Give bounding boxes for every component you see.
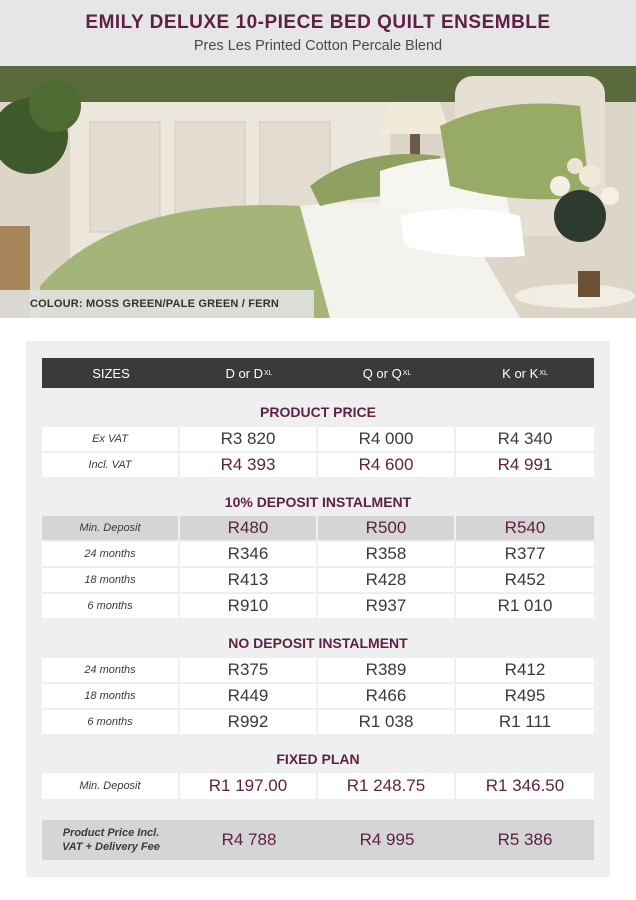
total-price-label	[42, 820, 180, 860]
price-cell: R500	[318, 516, 456, 542]
deposit-instalment-title: 10% DEPOSIT INSTALMENT	[224, 494, 412, 510]
price-cell: R1 346.50	[456, 773, 594, 801]
price-cell: R1 248.75	[318, 773, 456, 801]
table-row	[42, 658, 594, 684]
row-label: Ex VAT	[42, 427, 180, 453]
total-price-cell: R4 788	[221, 830, 277, 849]
price-cell: R1 038	[318, 710, 456, 736]
bedroom-illustration	[0, 66, 636, 318]
row-label: 24 months	[42, 542, 180, 568]
table-row	[42, 453, 594, 479]
product-price-title: PRODUCT PRICE	[260, 404, 376, 420]
price-cell: R4 000	[318, 427, 456, 453]
row-label: 6 months	[42, 710, 180, 736]
price-cell: R449	[180, 684, 318, 710]
row-label: 24 months	[42, 658, 180, 684]
price-cell: R480	[180, 516, 318, 542]
price-cell: R1 197.00	[180, 773, 318, 801]
product-title: EMILY DELUXE 10-PIECE BED QUILT ENSEMBLE	[85, 12, 551, 33]
price-cell: R346	[180, 542, 318, 568]
row-label: Min. Deposit	[42, 516, 180, 542]
fixed-plan-title: FIXED PLAN	[276, 751, 360, 767]
price-cell: R1 111	[456, 710, 594, 736]
deposit-instalment-table	[42, 516, 594, 620]
colour-label: COLOUR: MOSS GREEN/PALE GREEN / FERN	[0, 290, 314, 318]
table-row	[42, 568, 594, 594]
total-label-line1: Product Price Incl.	[62, 827, 160, 839]
fixed-plan-table	[42, 773, 594, 801]
price-cell: R910	[180, 594, 318, 620]
price-cell: R452	[456, 568, 594, 594]
total-label-line2: VAT + Delivery Fee	[62, 841, 160, 853]
total-price-cell: R4 995	[359, 830, 415, 849]
size-column-queen: Q or Q XL	[362, 365, 412, 381]
price-cell: R4 340	[456, 427, 594, 453]
table-row	[42, 710, 594, 736]
sizes-header-bar	[42, 358, 594, 388]
sizes-header-label: SIZES	[92, 365, 130, 381]
no-deposit-instalment-table	[42, 658, 594, 736]
table-row	[42, 516, 594, 542]
table-row	[42, 427, 594, 453]
price-cell: R4 600	[318, 453, 456, 479]
size-column-king: K or K XL	[502, 365, 548, 381]
table-row	[42, 594, 594, 620]
row-label: Incl. VAT	[42, 453, 180, 479]
size-column-double: D or D XL	[225, 365, 273, 381]
total-price-cell: R5 386	[497, 830, 553, 849]
price-cell: R413	[180, 568, 318, 594]
price-cell: R358	[318, 542, 456, 568]
price-cell: R412	[456, 658, 594, 684]
total-price-row	[42, 820, 594, 860]
price-cell: R389	[318, 658, 456, 684]
row-label: 18 months	[42, 684, 180, 710]
row-label: 18 months	[42, 568, 180, 594]
price-cell: R3 820	[180, 427, 318, 453]
price-cell: R937	[318, 594, 456, 620]
price-cell: R4 991	[456, 453, 594, 479]
price-cell: R428	[318, 568, 456, 594]
no-deposit-instalment-title: NO DEPOSIT INSTALMENT	[228, 635, 408, 651]
table-row	[42, 684, 594, 710]
table-row	[42, 773, 594, 801]
price-cell: R377	[456, 542, 594, 568]
price-cell: R1 010	[456, 594, 594, 620]
price-cell: R375	[180, 658, 318, 684]
price-cell: R466	[318, 684, 456, 710]
product-subtitle: Pres Les Printed Cotton Percale Blend	[193, 38, 443, 54]
product-price-table	[42, 427, 594, 479]
product-photo	[0, 66, 636, 318]
price-cell: R540	[456, 516, 594, 542]
row-label: Min. Deposit	[42, 773, 180, 801]
price-cell: R992	[180, 710, 318, 736]
row-label: 6 months	[42, 594, 180, 620]
page-header	[0, 0, 636, 66]
price-cell: R4 393	[180, 453, 318, 479]
price-cell: R495	[456, 684, 594, 710]
table-row	[42, 542, 594, 568]
